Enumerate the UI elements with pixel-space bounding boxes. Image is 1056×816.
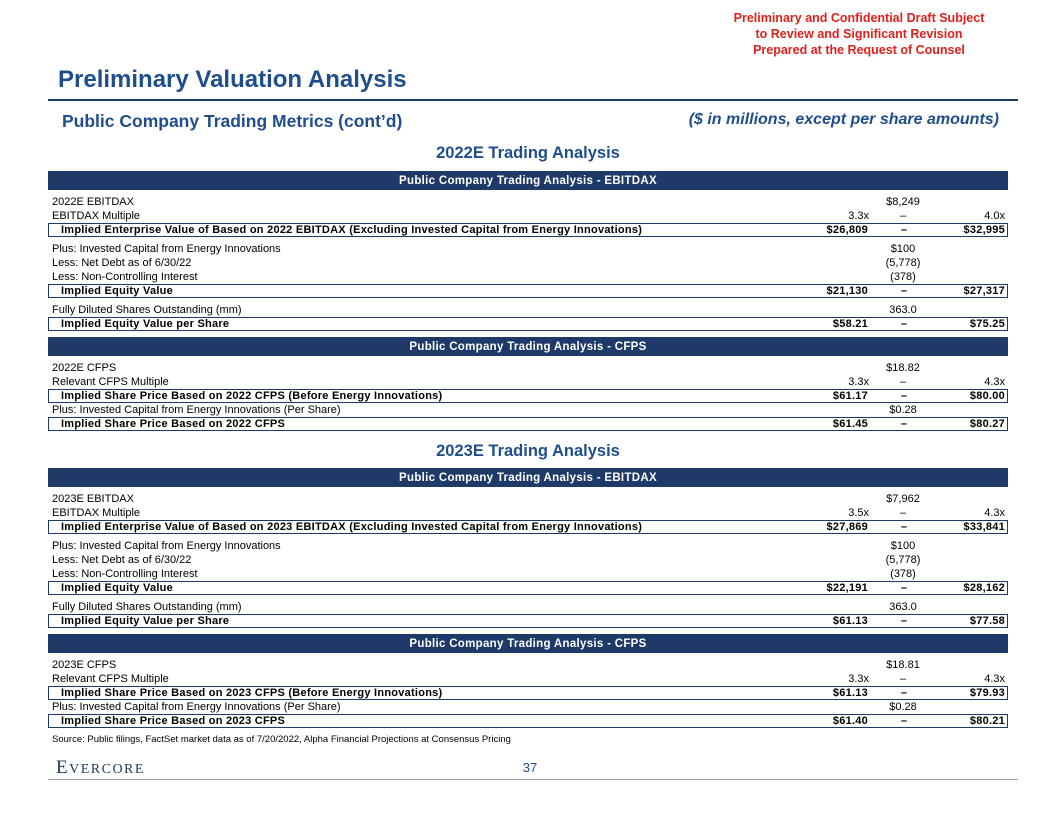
row-low-value: $61.13 — [832, 687, 868, 699]
table-header: Public Company Trading Analysis - CFPS — [48, 634, 1008, 653]
row-label: 2023E EBITDAX — [52, 493, 134, 505]
table-2022-ebitdax — [48, 171, 1008, 331]
footer-divider — [48, 779, 1018, 780]
range-dash: – — [899, 210, 907, 222]
row-high-value: $27,317 — [963, 285, 1005, 297]
row-high-value: $32,995 — [963, 224, 1005, 236]
table-header: Public Company Trading Analysis - CFPS — [48, 337, 1008, 356]
row-low-value: $61.40 — [832, 715, 868, 727]
range-dash: – — [899, 673, 907, 685]
row-low-value: $21,130 — [826, 285, 868, 297]
table-row-total — [48, 284, 1008, 298]
range-dash: – — [900, 390, 908, 402]
table-row — [48, 256, 1008, 270]
table-row — [48, 539, 1008, 553]
table-row-total — [48, 714, 1008, 728]
table-row — [48, 270, 1008, 284]
row-label: Implied Equity Value — [61, 582, 173, 594]
table-row-total — [48, 317, 1008, 331]
row-high-value: $80.27 — [969, 418, 1005, 430]
row-label: Implied Enterprise Value of Based on 2023 EBITDAX (Excluding Invested Capital from Energy Innovations) — [61, 521, 643, 533]
row-low-value: $61.13 — [832, 615, 868, 627]
section-title-2023: 2023E Trading Analysis — [436, 442, 620, 460]
table-row — [48, 672, 1008, 686]
row-high-value: $80.00 — [969, 390, 1005, 402]
row-label: Less: Net Debt as of 6/30/22 — [52, 554, 192, 566]
row-label: 2023E CFPS — [52, 659, 117, 671]
row-label: Implied Share Price Based on 2022 CFPS — [61, 418, 286, 430]
table-row — [48, 209, 1008, 223]
row-label: Less: Non-Controlling Interest — [52, 568, 198, 580]
row-label: Less: Non-Controlling Interest — [52, 271, 198, 283]
range-dash: – — [900, 521, 908, 533]
row-label: Implied Equity Value — [61, 285, 173, 297]
row-high-value: $77.58 — [969, 615, 1005, 627]
table-row — [48, 567, 1008, 581]
row-high-value: 4.0x — [984, 210, 1005, 222]
row-value: $7,962 — [886, 493, 920, 505]
range-dash: – — [899, 376, 907, 388]
row-label: Relevant CFPS Multiple — [52, 673, 169, 685]
range-dash: – — [900, 687, 908, 699]
table-row — [48, 600, 1008, 614]
table-2023-cfps — [48, 634, 1008, 728]
table-row — [48, 375, 1008, 389]
row-label: Plus: Invested Capital from Energy Innovations — [52, 243, 281, 255]
range-dash: – — [900, 715, 908, 727]
units-note: ($ in millions, except per share amounts) — [688, 111, 999, 128]
page-subtitle: Public Company Trading Metrics (cont’d) — [62, 111, 403, 131]
row-label: EBITDAX Multiple — [52, 507, 141, 519]
row-value: (5,778) — [885, 554, 921, 566]
row-label: Plus: Invested Capital from Energy Innovations — [52, 540, 281, 552]
row-value: $18.82 — [886, 362, 920, 374]
page-number: 37 — [522, 760, 538, 775]
table-row — [48, 492, 1008, 506]
row-high-value: 4.3x — [984, 376, 1005, 388]
row-label: Implied Share Price Based on 2023 CFPS (Before Energy Innovations) — [61, 687, 443, 699]
row-high-value: $79.93 — [969, 687, 1005, 699]
table-header: Public Company Trading Analysis - EBITDAX — [48, 468, 1008, 487]
row-value: 363.0 — [889, 601, 917, 613]
row-high-value: $80.21 — [969, 715, 1005, 727]
source-footnote: Source: Public filings, FactSet market data as of 7/20/2022, Alpha Financial Projections at Consensus Pricing — [52, 734, 511, 745]
draft-notice-line-3: Prepared at the Request of Counsel — [753, 43, 965, 57]
row-value: $100 — [890, 540, 916, 552]
row-label: Implied Equity Value per Share — [61, 318, 230, 330]
row-low-value: 3.3x — [848, 673, 869, 685]
row-label: Implied Equity Value per Share — [61, 615, 230, 627]
row-low-value: $61.45 — [832, 418, 868, 430]
row-label: Implied Share Price Based on 2022 CFPS (Before Energy Innovations) — [61, 390, 443, 402]
table-row-total — [48, 581, 1008, 595]
row-low-value: $58.21 — [832, 318, 868, 330]
section-title-2022: 2022E Trading Analysis — [436, 144, 620, 162]
row-label: Implied Share Price Based on 2023 CFPS — [61, 715, 286, 727]
table-row-total — [48, 389, 1008, 403]
table-row-total — [48, 417, 1008, 431]
row-high-value: $33,841 — [963, 521, 1005, 533]
row-value: 363.0 — [889, 304, 917, 316]
table-row — [48, 553, 1008, 567]
row-label: Less: Net Debt as of 6/30/22 — [52, 257, 192, 269]
table-row-total — [48, 520, 1008, 534]
row-low-value: $22,191 — [826, 582, 868, 594]
row-value: $100 — [890, 243, 916, 255]
row-label: Implied Enterprise Value of Based on 2022 EBITDAX (Excluding Invested Capital from Energy Innovations) — [61, 224, 643, 236]
row-high-value: $75.25 — [969, 318, 1005, 330]
row-label: Plus: Invested Capital from Energy Innovations (Per Share) — [52, 404, 341, 416]
table-row — [48, 361, 1008, 375]
row-high-value: 4.3x — [984, 673, 1005, 685]
row-label: Relevant CFPS Multiple — [52, 376, 169, 388]
table-2022-cfps — [48, 337, 1008, 431]
range-dash: – — [900, 318, 908, 330]
table-row-total — [48, 686, 1008, 700]
title-divider — [48, 99, 1018, 101]
row-value: (5,778) — [885, 257, 921, 269]
row-low-value: 3.3x — [848, 376, 869, 388]
row-low-value: 3.3x — [848, 210, 869, 222]
row-label: Plus: Invested Capital from Energy Innovations (Per Share) — [52, 701, 341, 713]
evercore-logo: EVERCORE — [56, 757, 145, 778]
row-high-value: $28,162 — [963, 582, 1005, 594]
row-value: (378) — [890, 568, 916, 580]
row-value: $0.28 — [889, 404, 917, 416]
draft-notice-line-1: Preliminary and Confidential Draft Subject — [733, 11, 985, 25]
row-value: $8,249 — [886, 196, 920, 208]
row-low-value: $27,869 — [826, 521, 868, 533]
row-label: 2022E EBITDAX — [52, 196, 134, 208]
range-dash: – — [900, 418, 908, 430]
draft-notice — [709, 10, 1009, 58]
table-row — [48, 303, 1008, 317]
table-row — [48, 658, 1008, 672]
row-label: Fully Diluted Shares Outstanding (mm) — [52, 304, 242, 316]
range-dash: – — [900, 582, 908, 594]
draft-notice-line-2: to Review and Significant Revision — [755, 27, 963, 41]
row-high-value: 4.3x — [984, 507, 1005, 519]
row-value: $18.81 — [886, 659, 920, 671]
row-low-value: $26,809 — [826, 224, 868, 236]
range-dash: – — [900, 615, 908, 627]
table-row — [48, 403, 1008, 417]
table-row — [48, 195, 1008, 209]
table-row — [48, 242, 1008, 256]
range-dash: – — [900, 285, 908, 297]
row-label: Fully Diluted Shares Outstanding (mm) — [52, 601, 242, 613]
table-header: Public Company Trading Analysis - EBITDAX — [48, 171, 1008, 190]
row-value: $0.28 — [889, 701, 917, 713]
row-label: 2022E CFPS — [52, 362, 117, 374]
table-row — [48, 700, 1008, 714]
range-dash: – — [899, 507, 907, 519]
page-title: Preliminary Valuation Analysis — [58, 66, 407, 93]
table-row-total — [48, 223, 1008, 237]
table-row — [48, 506, 1008, 520]
row-low-value: 3.5x — [848, 507, 869, 519]
row-label: EBITDAX Multiple — [52, 210, 141, 222]
range-dash: – — [900, 224, 908, 236]
row-low-value: $61.17 — [832, 390, 868, 402]
table-2023-ebitdax — [48, 468, 1008, 628]
row-value: (378) — [890, 271, 916, 283]
table-row-total — [48, 614, 1008, 628]
